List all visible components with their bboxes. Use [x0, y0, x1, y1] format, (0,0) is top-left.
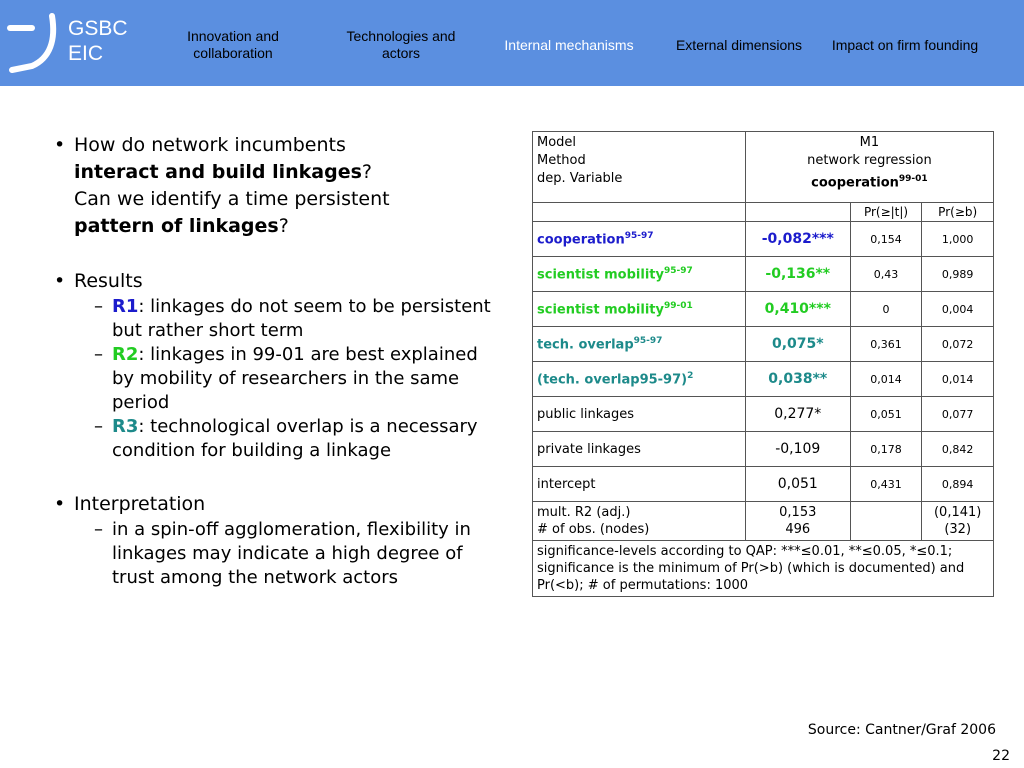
- row-coef: 0,410***: [745, 292, 850, 327]
- brand-line2: EIC: [68, 42, 104, 65]
- nav-impact-firm-founding[interactable]: Impact on firm founding: [831, 36, 979, 53]
- nav-external-dimensions[interactable]: External dimensions: [675, 36, 803, 53]
- row-sup: 2: [687, 370, 694, 381]
- model-labels-cell: [533, 132, 746, 203]
- table-row: [533, 467, 994, 502]
- row-pr-b: 0,989: [922, 257, 994, 292]
- row-pr-t: 0: [850, 292, 922, 327]
- row-sup: 95-97: [663, 265, 693, 276]
- row-sup: 95-97: [633, 335, 663, 346]
- dep-label: dep. Variable: [537, 171, 623, 186]
- row-sup: 95-97: [624, 230, 654, 241]
- nav-innovation-collaboration[interactable]: Innovation and collaboration: [187, 28, 279, 61]
- interpretation-text: in a spin-off agglomeration, flexibility in linkages may indicate a high degree of trust among the network actors: [112, 519, 471, 588]
- row-pr-t: 0,154: [850, 222, 922, 257]
- row-coef: -0,136**: [745, 257, 850, 292]
- table-row: [533, 257, 994, 292]
- bullet-dot: •: [54, 493, 66, 515]
- result-r2: – R2: linkages in 99-01 are best explained by mobility of researchers in the same period: [94, 344, 478, 413]
- row-pr-b: 0,077: [922, 397, 994, 432]
- logo-icon: [6, 10, 62, 76]
- bullet-list: [54, 132, 499, 590]
- model-value: M1: [859, 135, 880, 150]
- method-value: network regression: [807, 153, 932, 168]
- row-pr-t: 0,361: [850, 327, 922, 362]
- row-coef: 0,038**: [745, 362, 850, 397]
- bullet-dot: •: [54, 270, 66, 292]
- row-coef: 0,051: [745, 467, 850, 502]
- row-pr-t: 0,43: [850, 257, 922, 292]
- question-bold-2: pattern of linkages: [74, 215, 279, 237]
- row-var: public linkages: [537, 406, 634, 422]
- row-pr-b: 0,894: [922, 467, 994, 502]
- model-values-cell: [745, 132, 993, 203]
- pr-b-header: Pr(≥b): [922, 203, 994, 222]
- r2-label: R2: [112, 344, 139, 365]
- source-note: Source: Cantner/Graf 2006: [807, 722, 996, 738]
- table-footnote: significance-levels according to QAP: ***≤0.01, **≤0.05, *≤0.1; significance is the minimum of Pr(>b) (which is documented) and Pr(<b); # of permutations: 1000: [533, 541, 994, 597]
- question-bold-1: interact and build linkages: [74, 161, 362, 183]
- row-sup: 99-01: [663, 300, 693, 311]
- question-bullet: [54, 132, 499, 240]
- table-row: [533, 222, 994, 257]
- obs-label: # of obs. (nodes): [537, 522, 650, 537]
- row-var: intercept: [537, 476, 596, 492]
- r2-value: 0,153: [779, 505, 817, 520]
- question-mark-1: ?: [361, 161, 372, 183]
- row-var: scientist mobility: [537, 302, 664, 318]
- row-var: cooperation: [537, 232, 625, 248]
- nav-technologies-actors[interactable]: Technologies and actors: [346, 28, 456, 61]
- model-label: Model: [537, 135, 577, 150]
- header-bar: [0, 0, 1024, 86]
- row-pr-t: 0,014: [850, 362, 922, 397]
- row-pr-t: 0,431: [850, 467, 922, 502]
- result-r1: – R1: linkages do not seem to be persistent but rather short term: [94, 296, 491, 341]
- interpretation-heading: Interpretation: [74, 493, 206, 515]
- row-var: private linkages: [537, 441, 641, 457]
- obs-pb: (32): [944, 522, 972, 537]
- table-row: [533, 397, 994, 432]
- bullet-dot: •: [54, 134, 66, 156]
- row-pr-b: 0,004: [922, 292, 994, 327]
- table-row: [533, 362, 994, 397]
- row-pr-t: 0,178: [850, 432, 922, 467]
- table-row: [533, 292, 994, 327]
- obs-value: 496: [785, 522, 811, 537]
- regression-table: [532, 131, 994, 597]
- row-coef: -0,082***: [745, 222, 850, 257]
- r2-label: mult. R2 (adj.): [537, 505, 631, 520]
- nav-internal-mechanisms[interactable]: Internal mechanisms: [504, 36, 634, 53]
- row-pr-b: 0,842: [922, 432, 994, 467]
- r3-label: R3: [112, 416, 139, 437]
- page-number: 22: [992, 748, 1010, 764]
- footnote-row: [533, 541, 994, 597]
- r1-label: R1: [112, 296, 139, 317]
- brand-line1: GSBC: [68, 17, 128, 40]
- pr-header-row: [533, 203, 994, 222]
- results-bullet: [54, 268, 499, 295]
- result-r3: – R3: technological overlap is a necessary condition for building a linkage: [94, 416, 478, 461]
- results-heading: Results: [74, 270, 143, 292]
- interpretation-bullet: [54, 491, 499, 518]
- dep-value: cooperation: [811, 175, 899, 191]
- table-row: [533, 327, 994, 362]
- row-pr-b: 0,014: [922, 362, 994, 397]
- row-var: scientist mobility: [537, 267, 664, 283]
- row-pr-t: 0,051: [850, 397, 922, 432]
- row-pr-b: 0,072: [922, 327, 994, 362]
- question-text-1: How do network incumbents: [74, 134, 346, 156]
- interpretation-item: – in a spin-off agglomeration, flexibility in linkages may indicate a high degree of trust among the network actors: [94, 519, 471, 588]
- row-coef: -0,109: [745, 432, 850, 467]
- row-coef: 0,075*: [745, 327, 850, 362]
- r2-text: : linkages in 99-01 are best explained by mobility of researchers in the same period: [112, 344, 478, 413]
- r1-text: : linkages do not seem to be persistent but rather short term: [112, 296, 491, 341]
- table-row: [533, 432, 994, 467]
- question-mark-2: ?: [278, 215, 289, 237]
- fit-stats-row: [533, 502, 994, 541]
- row-coef: 0,277*: [745, 397, 850, 432]
- pr-t-header: Pr(≥|t|): [850, 203, 922, 222]
- r2-pb: (0,141): [933, 505, 982, 520]
- row-var: tech. overlap: [537, 337, 634, 353]
- r3-text: : technological overlap is a necessary condition for building a linkage: [112, 416, 478, 461]
- dep-sup: 99-01: [898, 174, 928, 184]
- question-text-2: Can we identify a time persistent: [74, 188, 390, 210]
- table-header-row: [533, 132, 994, 203]
- row-pr-b: 1,000: [922, 222, 994, 257]
- brand-label: [68, 16, 128, 66]
- method-label: Method: [537, 153, 586, 168]
- row-var: (tech. overlap95-97): [537, 372, 688, 388]
